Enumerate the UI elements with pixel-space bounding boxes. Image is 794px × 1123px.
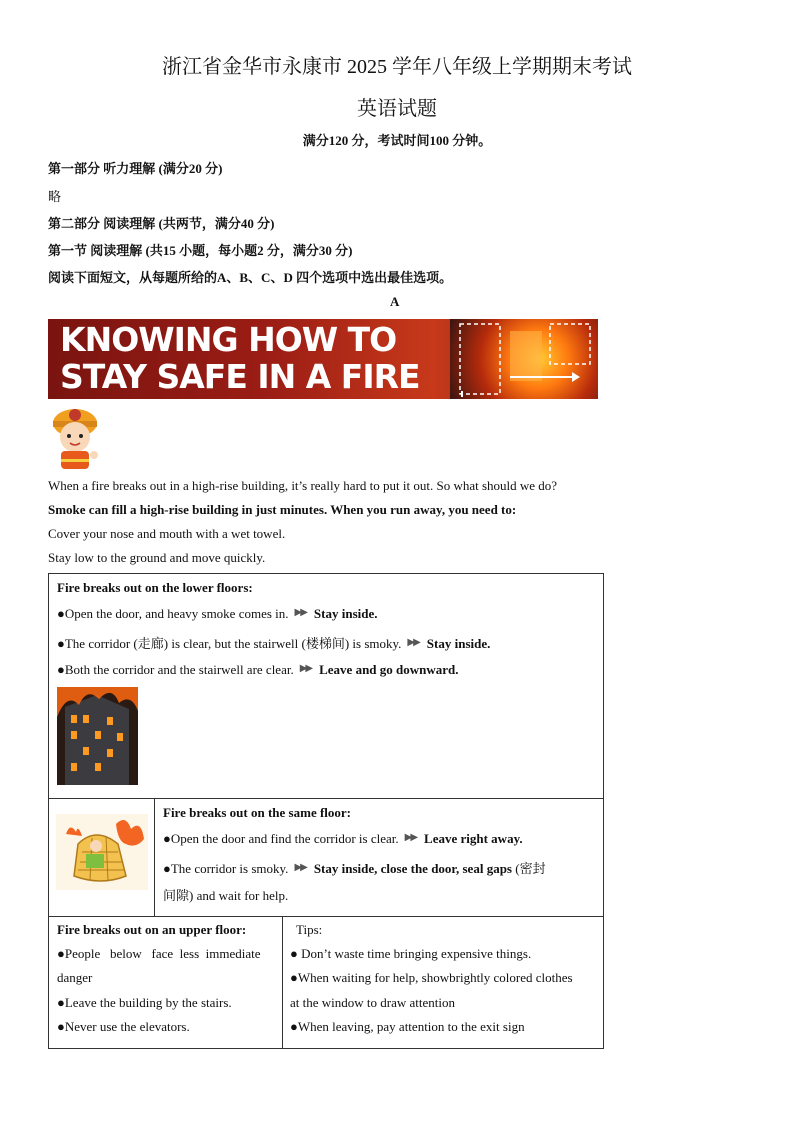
double-arrow-icon: ▶▶ (294, 862, 306, 873)
tips-line-3: at the window to draw attention (290, 995, 455, 1010)
part2-heading: 第二部分 阅读理解 (共两节，满分40 分) (48, 216, 275, 231)
lower-item-3-text: ●Both the corridor and the stairwell are clear. (57, 662, 294, 677)
upper-line-3: ●Leave the building by the stairs. (57, 995, 232, 1010)
upper-line-2: danger (57, 970, 93, 985)
lower-heading: Fire breaks out on the lower floors: (57, 580, 253, 595)
score-info: 满分120 分，考试时间100 分钟。 (302, 133, 492, 148)
intro-question: When a fire breaks out in a high-rise building, it’s really hard to put it out. So what should we do? (48, 478, 558, 493)
same-heading: Fire breaks out on the same floor: (163, 805, 351, 820)
banner-line2: STAY SAFE IN A FIRE (60, 357, 420, 396)
burning-building-image (57, 687, 138, 785)
same-item-2-note: (密封 (515, 861, 546, 876)
lower-item-1-text: ●Open the door, and heavy smoke comes in. (57, 606, 289, 621)
upper-heading: Fire breaks out on an upper floor: (57, 922, 247, 937)
upper-line-1: ●People below face less immediate (57, 946, 261, 961)
same-item-1-action: Leave right away. (424, 831, 523, 846)
same-item-2-text: ●The corridor is smoky. (163, 861, 289, 876)
banner-line1: KNOWING HOW TO (60, 320, 397, 359)
banner-text (60, 321, 420, 395)
intro-tip-2: Stay low to the ground and move quickly. (48, 550, 266, 565)
lower-item-1-action: Stay inside. (313, 606, 378, 621)
person-escaping-fire-image (56, 814, 148, 890)
part1-heading: 第一部分 听力理解 (满分20 分) (48, 161, 223, 176)
lower-item-3-action: Leave and go downward. (319, 662, 459, 677)
same-item-1-text: ●Open the door and find the corridor is clear. (163, 831, 399, 846)
same-item-1 (163, 831, 523, 847)
section1-heading: 第一节 阅读理解 (共15 小题，每小题2 分，满分30 分) (48, 243, 353, 258)
lower-item-2 (57, 633, 490, 652)
fire-exit-diagram-image (450, 319, 598, 399)
tips-line-2: ●When waiting for help, showbrightly colored clothes (290, 970, 573, 985)
firefighter-cartoon-icon (48, 405, 104, 471)
double-arrow-icon: ▶▶ (404, 832, 417, 843)
same-item-2-action: Stay inside, close the door, seal gaps (313, 861, 512, 876)
tips-heading: Tips: (296, 922, 323, 937)
double-arrow-icon: ▶▶ (407, 637, 419, 648)
upper-line-4: ●Never use the elevators. (57, 1019, 190, 1034)
tips-line-1: ● Don’t waste time bringing expensive things. (290, 946, 532, 961)
intro-bold: Smoke can fill a high-rise building in just minutes. When you run away, you need to: (48, 502, 517, 517)
fire-safety-banner (48, 319, 598, 399)
exam-subtitle: 英语试题 (357, 98, 437, 120)
tips-line-4: ●When leaving, pay attention to the exit sign (290, 1019, 525, 1034)
instruction: 阅读下面短文，从每题所给的A、B、C、D 四个选项中选出最佳选项。 (48, 270, 453, 285)
double-arrow-icon: ▶▶ (299, 663, 312, 674)
lower-item-1 (57, 606, 378, 622)
same-item-2 (163, 858, 546, 877)
part1-note: 略 (48, 189, 62, 204)
intro-tip-1: Cover your nose and mouth with a wet towel. (48, 526, 286, 541)
same-item-2-cont: 间隙) and wait for help. (163, 888, 289, 903)
passage-label: A (390, 294, 400, 309)
double-arrow-icon: ▶▶ (294, 607, 306, 618)
lower-item-3 (57, 662, 459, 678)
lower-item-2-text: ●The corridor (走廊) is clear, but the stairwell (楼梯间) is smoky. (57, 636, 402, 651)
exam-title: 浙江省金华市永康市 2025 学年八年级上学期期末考试 (162, 56, 632, 78)
lower-item-2-action: Stay inside. (426, 636, 491, 651)
